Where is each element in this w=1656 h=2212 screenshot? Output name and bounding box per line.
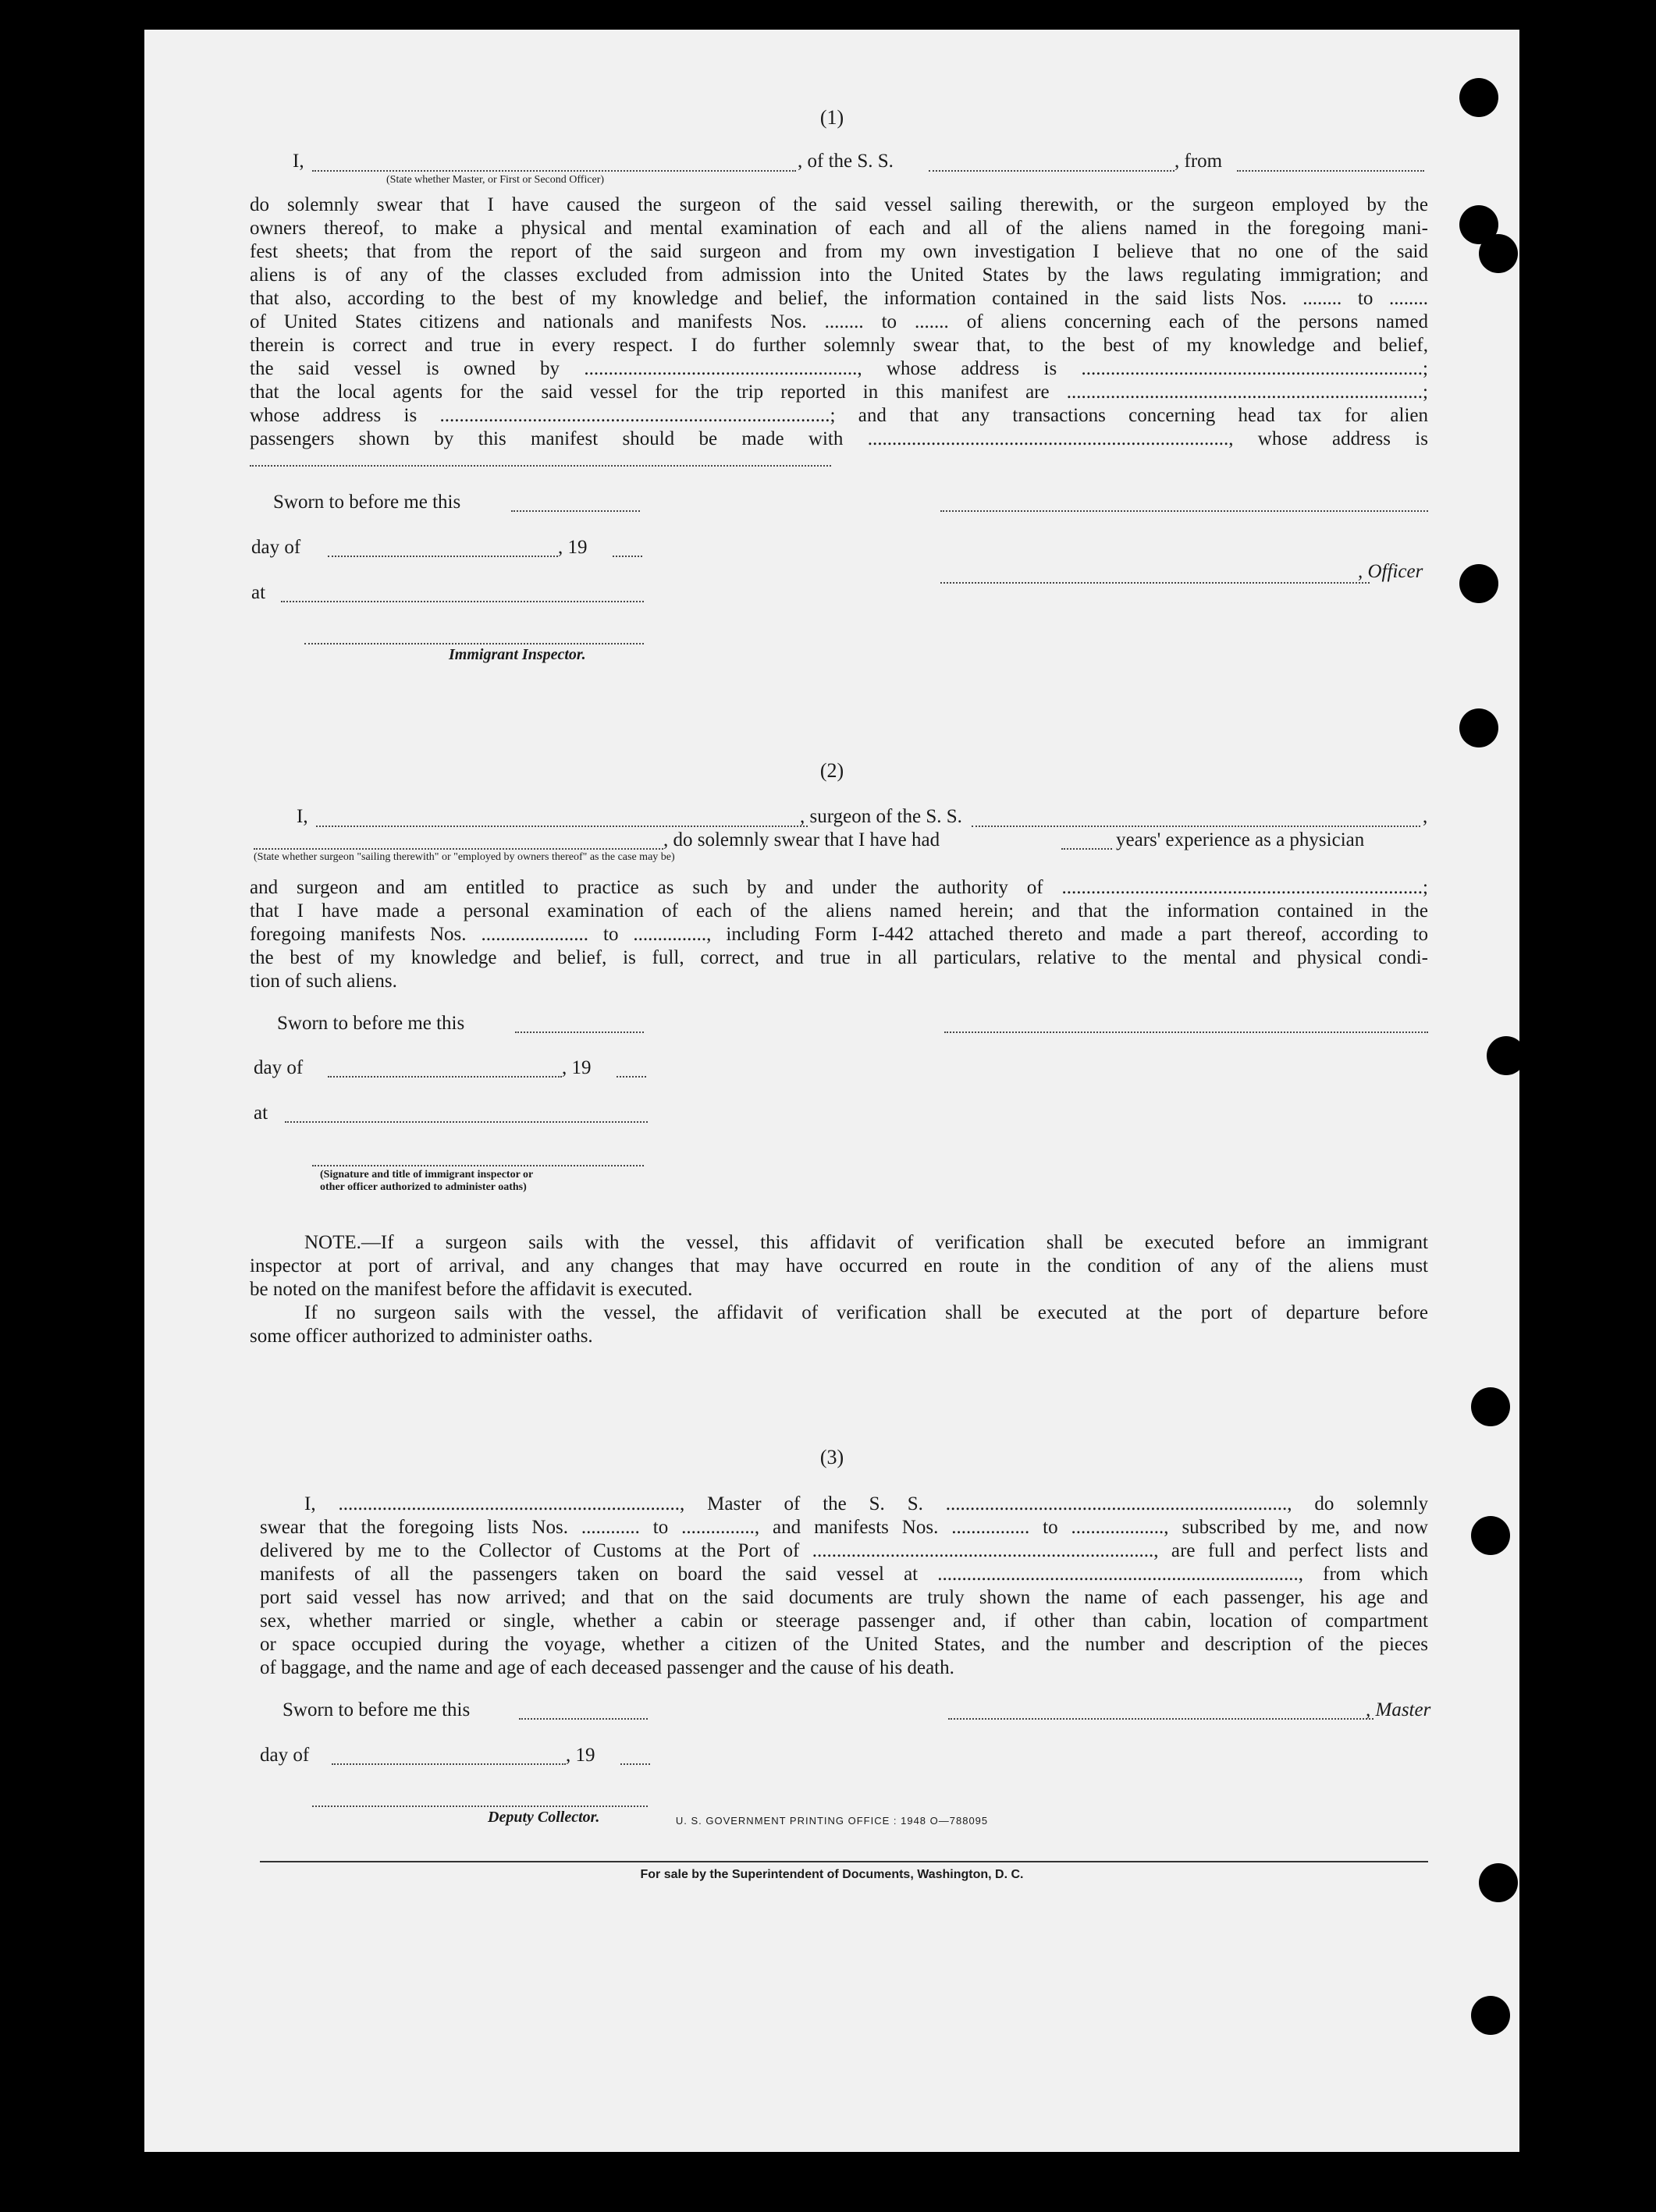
signature-line	[304, 643, 644, 644]
section2-sworn: Sworn to before me this	[277, 1013, 465, 1034]
signature-line	[940, 582, 1370, 584]
footer-rule	[260, 1861, 1428, 1862]
signature-note: (Signature and title of immigrant inspector or	[320, 1169, 534, 1181]
section2-at: at	[254, 1102, 268, 1124]
signature-note: other officer authorized to administer oaths)	[320, 1181, 527, 1193]
signature-line	[948, 1718, 1373, 1720]
section2-body-line: that I have made a personal examination of each of the aliens named herein; and that the information contained in the	[250, 900, 1428, 921]
section3-body-line: or space occupied during the voyage, whether a citizen of the United States, and the number and description of the pieces	[260, 1634, 1428, 1655]
inspector-label: Immigrant Inspector.	[449, 646, 586, 663]
blank-line	[929, 170, 1174, 172]
section3-sworn: Sworn to before me this	[283, 1699, 471, 1720]
signature-line	[312, 1165, 644, 1166]
note-line: inspector at port of arrival, and any changes that may have occurred en route in the condition of any of the aliens must	[250, 1255, 1428, 1276]
punch-hole	[1459, 708, 1498, 747]
section1-day-of: day of	[251, 537, 301, 558]
manifest-verification-page	[144, 30, 1519, 2152]
section1-body-line: that the local agents for the said vessel for the trip reported in this manifest are .........................................................................;	[250, 382, 1428, 403]
section3-body-line: sex, whether married or single, whether a cabin or steerage passenger and, if other than cabin, location of compartment	[260, 1610, 1428, 1631]
section1-body-line: the said vessel is owned by ........................................................, whose address is ......................................................................;	[250, 358, 1428, 379]
section2-body-line: the best of my knowledge and belief, is full, correct, and true in all particulars, relative to the mental and physical condi-	[250, 947, 1428, 968]
section3-year: , 19	[566, 1745, 595, 1766]
section1-body-line: therein is correct and true in every respect. I do further solemnly swear that, to the best of my knowledge and belief,	[250, 335, 1428, 356]
section3-body-line: I, ......................................................................, Master of the S. S. ......................................................................, do solemnly	[304, 1493, 1428, 1514]
blank-line	[328, 556, 558, 557]
surgeon-note: (State whether surgeon "sailing therewith" or "employed by owners thereof" as the case may be)	[254, 851, 675, 863]
section2-year: , 19	[562, 1057, 592, 1078]
note-line: be noted on the manifest before the affidavit is executed.	[250, 1279, 693, 1300]
blank-line	[617, 1076, 646, 1078]
blank-line	[312, 170, 796, 172]
collector-label: Deputy Collector.	[488, 1809, 600, 1826]
section2-body-line: tion of such aliens.	[250, 971, 397, 992]
punch-hole	[1459, 564, 1498, 603]
section1-sworn: Sworn to before me this	[273, 492, 461, 513]
section1-i: I,	[293, 151, 304, 172]
sale-notice: For sale by the Superintendent of Documents, Washington, D. C.	[640, 1868, 1024, 1881]
section1-body-line: passengers shown by this manifest should be made with .........................................................................., whose address is	[250, 428, 1428, 449]
section2-solemnly: , do solemnly swear that I have had	[663, 829, 940, 850]
blank-line	[1061, 848, 1112, 850]
note-line: some officer authorized to administer oaths.	[250, 1326, 593, 1347]
blank-line	[316, 826, 808, 827]
section1-at: at	[251, 582, 266, 603]
printer-imprint: U. S. GOVERNMENT PRINTING OFFICE : 1948 O—788095	[675, 1815, 989, 1827]
note-line: If no surgeon sails with the vessel, the affidavit of verification shall be executed at the port of departure before	[304, 1302, 1428, 1323]
section3-number: (3)	[819, 1446, 844, 1468]
section3-body-line: swear that the foregoing lists Nos. ............ to ..............., and manifests Nos. ................ to ..................., subscribed by me, and now	[260, 1517, 1428, 1538]
section3-body-line: port said vessel has now arrived; and that on the said documents are truly shown the name of each passenger, his age and	[260, 1587, 1428, 1608]
blank-line	[972, 826, 1420, 827]
section1-of-ss: , of the S. S.	[798, 151, 894, 172]
note-line: NOTE.—If a surgeon sails with the vessel, this affidavit of verification shall be executed before an immigrant	[304, 1232, 1428, 1253]
punch-hole	[1471, 1387, 1510, 1426]
section2-body-line: and surgeon and am entitled to practice as such by and under the authority of ..........................................................................;	[250, 877, 1428, 898]
section2-years: years' experience as a physician	[1116, 829, 1365, 850]
master-label: , Master	[1366, 1699, 1431, 1720]
section2-day-of: day of	[254, 1057, 304, 1078]
signature-line	[944, 1031, 1428, 1033]
officer-note: (State whether Master, or First or Second Officer)	[386, 174, 605, 186]
section1-body-line: of United States citizens and nationals and manifests Nos. ........ to ....... of aliens concerning each of the persons named	[250, 311, 1428, 332]
section1-body-line: do solemnly swear that I have caused the surgeon of the said vessel sailing therewith, or the surgeon employed by the	[250, 194, 1428, 215]
punch-hole	[1487, 1036, 1526, 1075]
section1-body-line: that also, according to the best of my knowledge and belief, the information contained in the said lists Nos. ........ to ........	[250, 288, 1428, 309]
section2-comma: ,	[1423, 806, 1428, 827]
punch-hole	[1479, 234, 1518, 273]
blank-line	[1237, 170, 1424, 172]
blank-line	[519, 1718, 648, 1720]
signature-line	[940, 510, 1428, 512]
blank-line	[328, 1076, 562, 1078]
blank-line	[515, 1031, 644, 1033]
section2-surgeon-of-ss: , surgeon of the S. S.	[800, 806, 962, 827]
section2-number: (2)	[819, 759, 844, 782]
section1-body-line: owners thereof, to make a physical and mental examination of each and all of the aliens named in the foregoing mani-	[250, 218, 1428, 239]
blank-line	[620, 1763, 650, 1765]
blank-line	[254, 848, 663, 850]
blank-line	[332, 1763, 566, 1765]
section1-body-line: aliens is of any of the classes excluded from admission into the United States by the laws regulating immigration; and	[250, 265, 1428, 286]
blank-line	[281, 601, 644, 602]
blank-line	[285, 1121, 648, 1123]
section2-body-line: foregoing manifests Nos. ...................... to ..............., including Form I-442 attached thereto and made a part thereof, according to	[250, 924, 1428, 945]
blank-line	[511, 510, 640, 512]
section3-day-of: day of	[260, 1745, 310, 1766]
punch-hole	[1471, 1996, 1510, 2035]
blank-line	[250, 465, 831, 467]
punch-hole	[1471, 1516, 1510, 1555]
section1-from: , from	[1174, 151, 1223, 172]
section3-body-line: delivered by me to the Collector of Customs at the Port of ......................................................................, are full and perfect lists and	[260, 1540, 1428, 1561]
section2-i: I,	[297, 806, 308, 827]
section1-body-line: whose address is ................................................................................; and that any transactions concerning head tax for alien	[250, 405, 1428, 426]
section1-body-line: fest sheets; that from the report of the said surgeon and from my own investigation I believe that no one of the said	[250, 241, 1428, 262]
section1-number: (1)	[819, 106, 844, 129]
section1-year: , 19	[558, 537, 588, 558]
section3-body-line: manifests of all the passengers taken on board the said vessel at .........................................................................., from which	[260, 1564, 1428, 1585]
signature-line	[312, 1805, 648, 1807]
officer-label: , Officer	[1358, 561, 1423, 582]
blank-line	[613, 556, 642, 557]
section3-body-line: of baggage, and the name and age of each deceased passenger and the cause of his death.	[260, 1657, 954, 1678]
